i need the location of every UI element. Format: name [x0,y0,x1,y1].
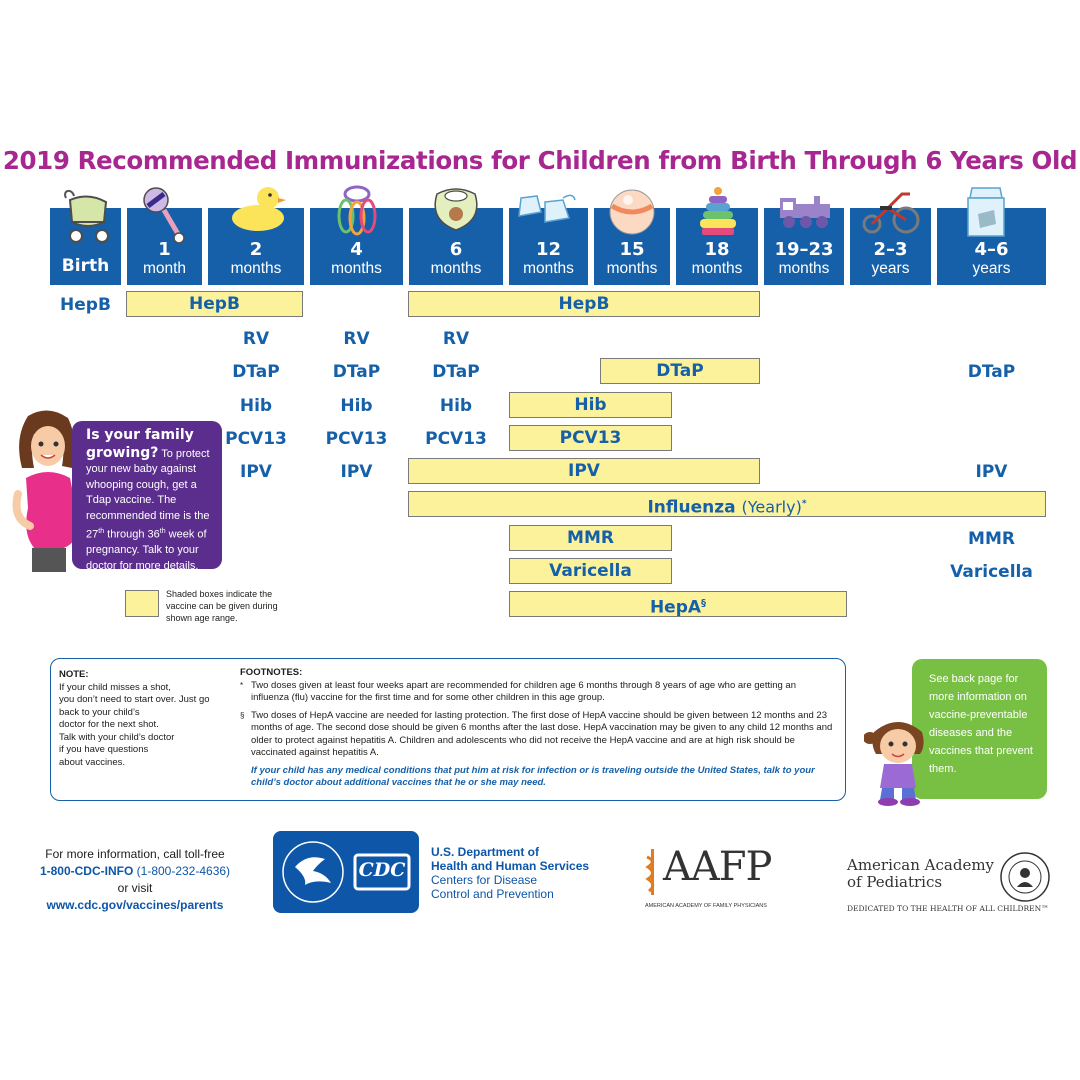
footer-url-link[interactable]: www.cdc.gov/vaccines/parents [46,898,224,912]
note-line: about vaccines. [59,756,126,768]
vaccine-label-hepb-birth: HepB [60,295,111,315]
vaccine-label-pcv13-4-months: PCV13 [325,429,388,449]
age-header-num: 19–23 [774,239,834,260]
age-header-unit: months [691,260,743,277]
legend-text: Shaded boxes indicate the vaccine can be given during shown age range. [166,589,278,623]
aap-logo [847,856,1049,913]
influenza-yearly-label: (Yearly) [741,497,802,517]
age-header-unit: months [523,260,574,277]
pregnancy-text-4: week of pregnancy. Talk to your doctor for more details. [86,528,207,572]
vaccine-label-ipv-2-months: IPV [240,462,272,482]
age-header-num: 15 [619,239,645,260]
note-heading: NOTE: [59,669,89,680]
note-line: doctor for the next shot. [59,719,159,730]
age-header-num: 1 [158,239,171,260]
cdc-line-2: Control and Prevention [431,887,554,901]
footnote-2-mark: § [240,710,245,720]
page-title: 2019 Recommended Immunizations for Children from Birth Through 6 Years Old [2,146,1078,175]
legend-swatch [125,590,159,617]
pregnancy-text-2: The recommended time is the 27 [86,494,210,541]
lunchbox-icon [962,184,1010,240]
footnote-1 [240,680,835,705]
note-line: Talk with your child’s doctor [59,731,175,743]
influenza-range-bar-6-months-6-years [408,491,1046,517]
footnote-2 [240,710,835,760]
hepa-label: HepA [649,597,702,618]
note-line: back to your child’s [59,706,140,718]
vaccine-label-dtap-6-months: DTaP [432,362,480,382]
aap-name-line-2: of Pediatrics [847,873,943,891]
varicella-range-bar-12-15-months: Varicella [509,558,672,584]
toy-train-icon [778,186,834,234]
note-line: you don’t need to start over. Just go [59,694,210,705]
footer-phone-link[interactable]: 1-800-CDC-INFO [39,864,134,878]
baby-carriage-icon [58,188,116,248]
age-header-unit: months [230,260,282,277]
vaccine-label-pcv13-2-months: PCV13 [225,429,287,449]
note-line: If your child misses a shot, [59,681,171,693]
pregnancy-info-box [72,421,222,572]
stacking-rings-icon [698,186,738,238]
aafp-subtitle: AMERICAN ACADEMY OF FAMILY PHYSICIANS [645,903,767,909]
vaccine-label-varicella-4-6-years: Varicella [950,562,1033,582]
teething-rings-icon [334,184,380,240]
ball-icon [608,188,656,236]
dtap-range-bar-15-18-months: DTaP [600,358,760,384]
age-header-num: 2–3 [873,239,908,260]
note-section [59,669,239,769]
footer-phone-number[interactable]: (1-800-232-4636) [133,864,231,878]
footer-line-1: For more information, call toll-free [45,847,225,861]
hhs-cdc-name [431,845,589,901]
pregnancy-text-1: To protect your new baby against whooping cough, get a Tdap vaccine. [86,447,210,506]
aafp-logo-text: AAFP [663,844,772,890]
cdc-line-1: Centers for Disease [431,873,538,887]
aap-name-line-1: American Academy [847,856,995,874]
vaccine-label-hib-2-months: Hib [239,396,273,416]
vaccine-label-hib-6-months: Hib [439,396,473,416]
see-back-page-text: See back page for more information on vaccine-preventable diseases and the vaccines that prevent them. [929,673,1033,775]
ipv-range-bar-6-18-months: IPV [408,458,760,484]
footer-phone-line [30,863,240,880]
pregnancy-heading: Is your family growing? [86,427,194,461]
pcv13-range-bar-12-15-months: PCV13 [509,425,672,451]
rattle-icon [140,184,185,250]
age-header-num: 4 [350,239,363,260]
vaccine-label-rv-6-months: RV [442,329,470,349]
hib-range-bar-12-15-months: Hib [509,392,672,418]
rubber-duck-icon [228,184,288,234]
footnote-advice: If your child has any medical conditions that put him at risk for infection or is traveling outside the United States, talk to your child’s doctor about additional vaccines that he or she may need. [251,764,815,788]
vaccine-label-mmr-4-6-years: MMR [968,529,1015,549]
age-header-unit: years [871,260,910,277]
age-header-unit: months [430,260,482,277]
aap-seal-icon [999,851,1051,903]
age-header-unit: months [606,260,658,277]
vaccine-label-dtap-2-months: DTaP [232,362,280,382]
vaccine-label-hib-4-months: Hib [340,396,373,416]
pregnancy-sup-2: th [159,528,166,535]
aap-tagline: DEDICATED TO THE HEALTH OF ALL CHILDREN™ [847,904,1049,913]
hepa-range-bar-12-23-months [509,591,847,617]
bib-icon [431,186,481,232]
vaccine-label-dtap-4-months: DTaP [332,362,381,382]
age-header-num: 12 [535,239,562,260]
vaccine-label-pcv13-6-months: PCV13 [425,429,487,449]
age-header-num: 6 [449,239,463,260]
footnotes-heading: FOOTNOTES: [240,667,303,678]
influenza-footnote-mark: * [801,499,807,509]
staff-of-asclepius-icon [643,847,661,897]
footnote-2-text: Two doses of HepA vaccine are needed for lasting protection. The first dose of HepA vaccine should be given between 12 months and 23 months of age. The second dose should be given 6 months after the last dose. HepA vaccination may be given to any child 12 months and older to protect against hepatitis A. Children and adolescents who did not receive the HepA vaccine and are at high risk should be vaccinated against hepatitis A. [251,709,833,758]
mmr-range-bar-12-15-months: MMR [509,525,672,551]
girl-illustration [864,712,934,806]
notes-footnotes-box [50,658,846,801]
age-header-unit: months [331,260,382,277]
vaccine-label-ipv-4-6-years: IPV [975,462,1008,482]
age-header-num: 18 [704,239,730,260]
vaccine-label-ipv-4-months: IPV [340,462,373,482]
hhs-line-1: U.S. Department of [431,845,540,859]
age-header-unit: month [142,260,187,277]
hepa-footnote-mark: § [701,598,707,609]
hhs-cdc-logo [273,831,419,913]
hhs-line-2: Health and Human Services [431,859,590,873]
cdc-logo-text: CDC [358,859,406,881]
vaccine-label-rv-2-months: RV [242,329,270,349]
pregnancy-sup-1: th [98,528,105,535]
baby-shoes-icon [515,186,577,228]
influenza-label: Influenza [647,497,736,518]
hepb-range-bar-6-18-months: HepB [408,291,760,317]
hepb-range-bar-1-2-months: HepB [126,291,303,317]
age-header-num: 4–6 [974,239,1009,260]
footnote-1-mark: * [240,680,244,690]
tricycle-icon [858,186,922,236]
footnote-1-text: Two doses given at least four weeks apart are recommended for children age 6 months through 8 years of age who are getting an influenza (flu) vaccine for the first time and for some other children in this age group. [251,679,796,703]
pregnancy-text-3: through 36 [104,528,160,541]
note-line: if you have questions [59,744,149,755]
footer-line-3: or visit [117,881,153,895]
footer-contact [30,846,240,914]
vaccine-label-rv-4-months: RV [343,329,370,349]
age-header-num: 2 [249,239,263,260]
age-header-unit: years [972,260,1011,277]
age-header-unit: Birth [61,256,110,276]
vaccine-label-dtap-4-6-years: DTaP [967,362,1016,382]
footnotes-section [240,667,835,790]
age-header-unit: months [778,260,830,277]
